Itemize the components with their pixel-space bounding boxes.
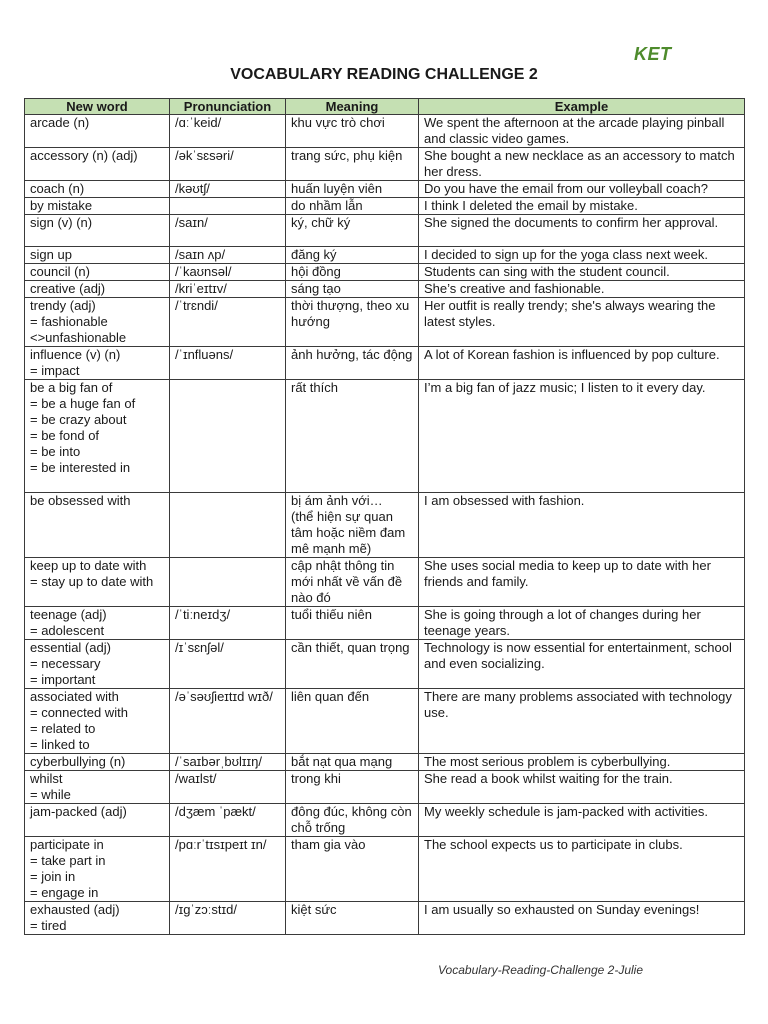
cell-example: She signed the documents to confirm her approval. bbox=[419, 215, 745, 247]
header-new-word: New word bbox=[25, 99, 170, 115]
cell-pronunciation bbox=[170, 493, 286, 558]
cell-word: influence (v) (n) = impact bbox=[25, 347, 170, 380]
cell-meaning: huấn luyện viên bbox=[286, 181, 419, 198]
cell-pronunciation: /ɑːˈkeid/ bbox=[170, 115, 286, 148]
cell-meaning: bị ám ảnh với… (thể hiện sự quan tâm hoặc niềm đam mê mạnh mẽ) bbox=[286, 493, 419, 558]
table-row bbox=[25, 181, 745, 198]
table-row bbox=[25, 148, 745, 181]
table-row bbox=[25, 493, 745, 558]
cell-meaning: bắt nạt qua mạng bbox=[286, 754, 419, 771]
cell-meaning: kiệt sức bbox=[286, 902, 419, 935]
cell-example: The school expects us to participate in clubs. bbox=[419, 837, 745, 902]
cell-pronunciation: /saɪn ʌp/ bbox=[170, 247, 286, 264]
cell-pronunciation: /ɪˈsɛnʃəl/ bbox=[170, 640, 286, 689]
cell-word: exhausted (adj) = tired bbox=[25, 902, 170, 935]
cell-word: sign (v) (n) bbox=[25, 215, 170, 247]
cell-pronunciation: /ˈkaʊnsəl/ bbox=[170, 264, 286, 281]
cell-meaning: đông đúc, không còn chỗ trống bbox=[286, 804, 419, 837]
cell-word: be a big fan of = be a huge fan of = be crazy about = be fond of = be into = be interested in bbox=[25, 380, 170, 493]
cell-meaning: trang sức, phụ kiện bbox=[286, 148, 419, 181]
cell-meaning: liên quan đến bbox=[286, 689, 419, 754]
cell-pronunciation: /kəʊtʃ/ bbox=[170, 181, 286, 198]
table-header-row bbox=[25, 99, 745, 115]
table-row bbox=[25, 640, 745, 689]
table-row bbox=[25, 298, 745, 347]
cell-word: trendy (adj) = fashionable <>unfashionable bbox=[25, 298, 170, 347]
cell-example: We spent the afternoon at the arcade playing pinball and classic video games. bbox=[419, 115, 745, 148]
cell-example: The most serious problem is cyberbullying. bbox=[419, 754, 745, 771]
cell-example: She is going through a lot of changes during her teenage years. bbox=[419, 607, 745, 640]
header-pronunciation: Pronunciation bbox=[170, 99, 286, 115]
cell-example: Technology is now essential for entertainment, school and even socializing. bbox=[419, 640, 745, 689]
cell-word: associated with = connected with = related to = linked to bbox=[25, 689, 170, 754]
table-row bbox=[25, 380, 745, 493]
table-row bbox=[25, 689, 745, 754]
cell-word: council (n) bbox=[25, 264, 170, 281]
cell-word: teenage (adj) = adolescent bbox=[25, 607, 170, 640]
cell-pronunciation: /saɪn/ bbox=[170, 215, 286, 247]
cell-word: essential (adj) = necessary = important bbox=[25, 640, 170, 689]
cell-pronunciation: /ɪɡˈzɔːstɪd/ bbox=[170, 902, 286, 935]
cell-example: There are many problems associated with technology use. bbox=[419, 689, 745, 754]
cell-example: My weekly schedule is jam-packed with activities. bbox=[419, 804, 745, 837]
table-row bbox=[25, 558, 745, 607]
cell-pronunciation bbox=[170, 380, 286, 493]
cell-meaning: do nhầm lẫn bbox=[286, 198, 419, 215]
header-meaning: Meaning bbox=[286, 99, 419, 115]
cell-example: She read a book whilst waiting for the train. bbox=[419, 771, 745, 804]
cell-meaning: khu vực trò chơi bbox=[286, 115, 419, 148]
cell-example: Students can sing with the student council. bbox=[419, 264, 745, 281]
cell-pronunciation bbox=[170, 198, 286, 215]
cell-pronunciation bbox=[170, 558, 286, 607]
header-example: Example bbox=[419, 99, 745, 115]
cell-pronunciation: /waɪlst/ bbox=[170, 771, 286, 804]
cell-word: by mistake bbox=[25, 198, 170, 215]
cell-meaning: cần thiết, quan trọng bbox=[286, 640, 419, 689]
cell-meaning: trong khi bbox=[286, 771, 419, 804]
cell-word: creative (adj) bbox=[25, 281, 170, 298]
cell-meaning: rất thích bbox=[286, 380, 419, 493]
cell-meaning: cập nhật thông tin mới nhất về vấn đề nào đó bbox=[286, 558, 419, 607]
cell-example: Do you have the email from our volleyball coach? bbox=[419, 181, 745, 198]
cell-word: be obsessed with bbox=[25, 493, 170, 558]
cell-example: A lot of Korean fashion is influenced by pop culture. bbox=[419, 347, 745, 380]
page-title: VOCABULARY READING CHALLENGE 2 bbox=[230, 66, 538, 83]
cell-word: participate in = take part in = join in = engage in bbox=[25, 837, 170, 902]
cell-meaning: ký, chữ ký bbox=[286, 215, 419, 247]
cell-pronunciation: /əkˈsɛsəri/ bbox=[170, 148, 286, 181]
table-row bbox=[25, 215, 745, 247]
cell-meaning: đăng ký bbox=[286, 247, 419, 264]
table-row bbox=[25, 771, 745, 804]
cell-pronunciation: /kriˈeɪtɪv/ bbox=[170, 281, 286, 298]
cell-word: whilst = while bbox=[25, 771, 170, 804]
cell-pronunciation: /ˈtiːneɪdʒ/ bbox=[170, 607, 286, 640]
table-row bbox=[25, 837, 745, 902]
table-row bbox=[25, 264, 745, 281]
table-row bbox=[25, 607, 745, 640]
cell-pronunciation: /ˈsaɪbərˌbʊlɪɪŋ/ bbox=[170, 754, 286, 771]
table-row bbox=[25, 281, 745, 298]
cell-meaning: hội đồng bbox=[286, 264, 419, 281]
vocabulary-table-body bbox=[25, 115, 745, 935]
level-badge: KET bbox=[634, 44, 672, 64]
cell-example: She uses social media to keep up to date with her friends and family. bbox=[419, 558, 745, 607]
cell-word: accessory (n) (adj) bbox=[25, 148, 170, 181]
cell-example: Her outfit is really trendy; she's always wearing the latest styles. bbox=[419, 298, 745, 347]
cell-example: I think I deleted the email by mistake. bbox=[419, 198, 745, 215]
cell-word: jam-packed (adj) bbox=[25, 804, 170, 837]
cell-pronunciation: /əˈsəʊʃieɪtɪd wɪð/ bbox=[170, 689, 286, 754]
cell-example: I decided to sign up for the yoga class next week. bbox=[419, 247, 745, 264]
cell-meaning: thời thượng, theo xu hướng bbox=[286, 298, 419, 347]
table-row bbox=[25, 247, 745, 264]
cell-example: She’s creative and fashionable. bbox=[419, 281, 745, 298]
cell-pronunciation: /pɑːrˈtɪsɪpeɪt ɪn/ bbox=[170, 837, 286, 902]
table-row bbox=[25, 754, 745, 771]
vocabulary-table bbox=[24, 98, 745, 935]
cell-word: keep up to date with = stay up to date with bbox=[25, 558, 170, 607]
cell-pronunciation: /dʒæm ˈpækt/ bbox=[170, 804, 286, 837]
cell-example: I am obsessed with fashion. bbox=[419, 493, 745, 558]
cell-word: cyberbullying (n) bbox=[25, 754, 170, 771]
cell-example: I am usually so exhausted on Sunday evenings! bbox=[419, 902, 745, 935]
cell-word: coach (n) bbox=[25, 181, 170, 198]
cell-pronunciation: /ˈɪnfluəns/ bbox=[170, 347, 286, 380]
cell-pronunciation: /ˈtrɛndi/ bbox=[170, 298, 286, 347]
cell-example: She bought a new necklace as an accessory to match her dress. bbox=[419, 148, 745, 181]
cell-meaning: tuổi thiếu niên bbox=[286, 607, 419, 640]
cell-meaning: ảnh hưởng, tác động bbox=[286, 347, 419, 380]
table-row bbox=[25, 902, 745, 935]
table-row bbox=[25, 347, 745, 380]
cell-meaning: tham gia vào bbox=[286, 837, 419, 902]
cell-word: sign up bbox=[25, 247, 170, 264]
footer-note: Vocabulary-Reading-Challenge 2-Julie bbox=[438, 963, 644, 977]
cell-word: arcade (n) bbox=[25, 115, 170, 148]
cell-example: I’m a big fan of jazz music; I listen to it every day. bbox=[419, 380, 745, 493]
table-row bbox=[25, 115, 745, 148]
table-row bbox=[25, 804, 745, 837]
cell-meaning: sáng tạo bbox=[286, 281, 419, 298]
table-row bbox=[25, 198, 745, 215]
